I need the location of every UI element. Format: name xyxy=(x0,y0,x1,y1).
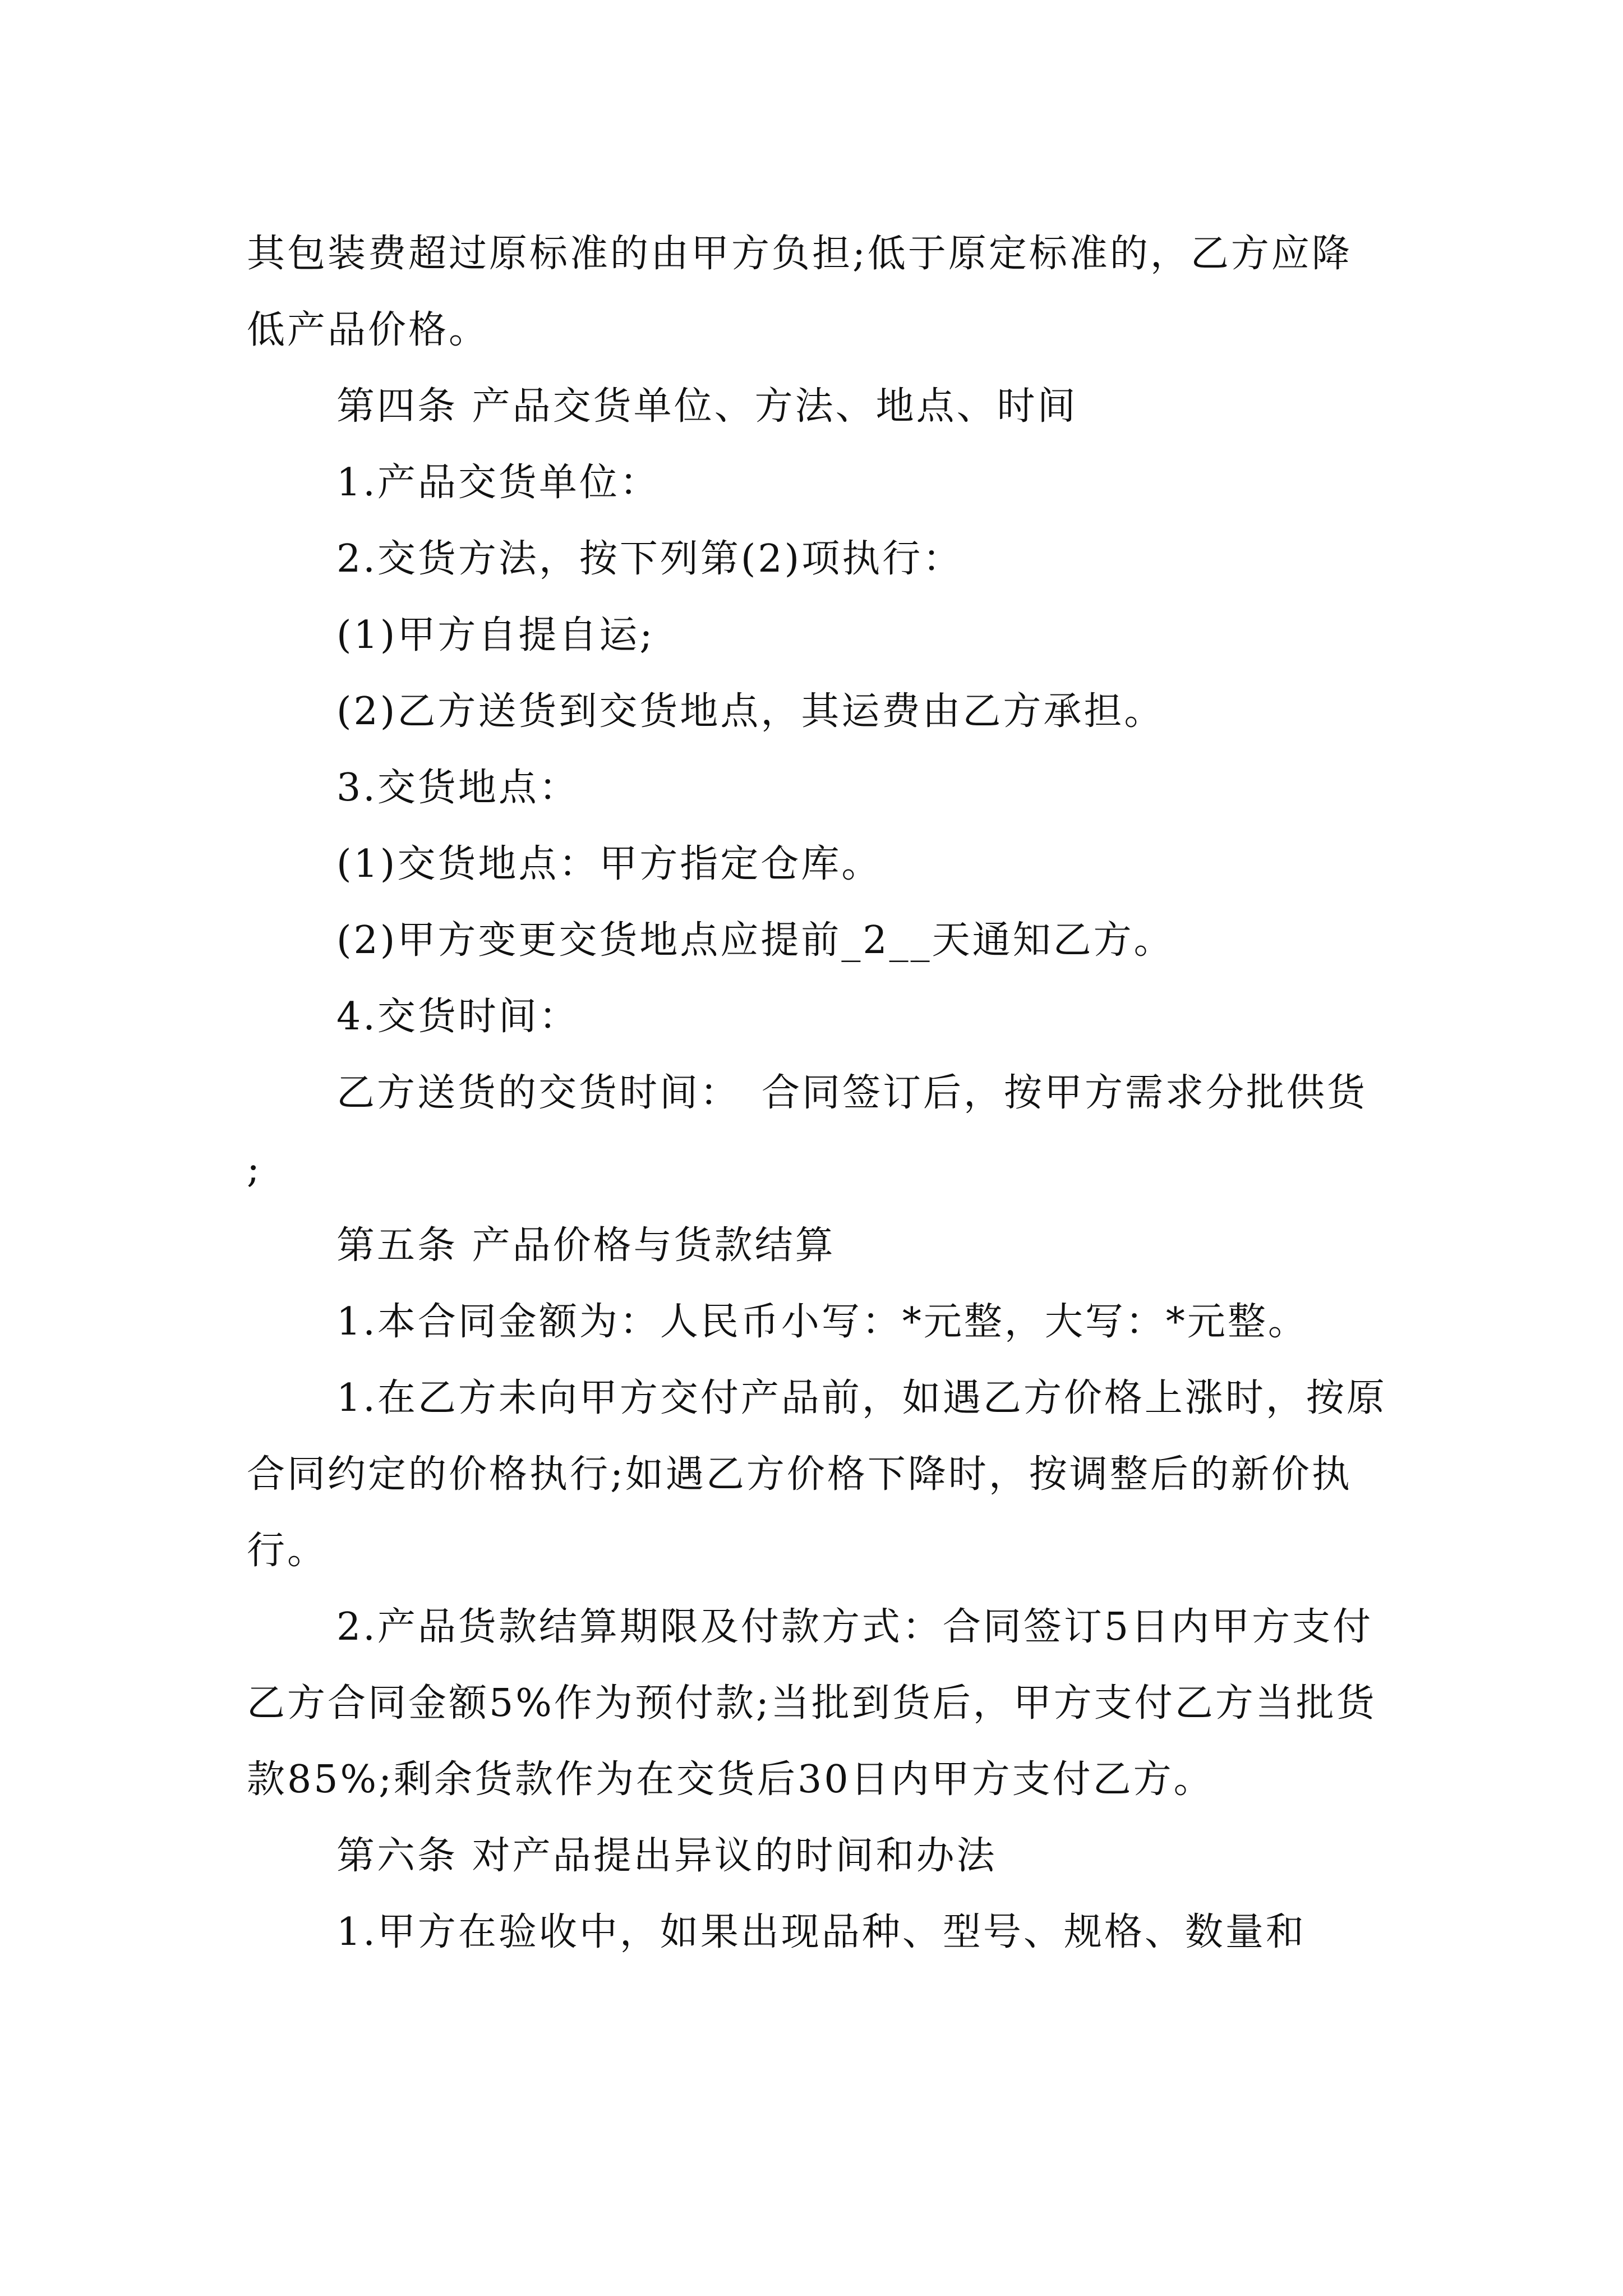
paragraph-self-pickup: (1)甲方自提自运; xyxy=(336,613,655,657)
heading-article-6: 第六条 对产品提出异议的时间和办法 xyxy=(336,1834,997,1878)
document-body xyxy=(247,216,1391,1971)
paragraph-delivery-time: 4.交货时间： xyxy=(336,995,579,1039)
paragraph-delivery-unit: 1.产品交货单位： xyxy=(336,461,660,505)
paragraph-price-adjustment: 1.在乙方未向甲方交付产品前，如遇乙方价格上涨时，按原合同约定的价格执行;如遇乙方价格下降时，按调整后的新价执行。 xyxy=(247,1376,1387,1573)
paragraph-delivery-method: 2.交货方法，按下列第(2)项执行： xyxy=(336,537,963,581)
paragraph-payment-terms: 2.产品货款结算期限及付款方式：合同签订5日内甲方支付乙方合同金额5%作为预付款;当批到货后，甲方支付乙方当批货款85%;剩余货款作为在交货后30日内甲方支付乙方。 xyxy=(247,1605,1377,1802)
heading-article-4: 第四条 产品交货单位、方法、地点、时间 xyxy=(336,384,1078,429)
paragraph-designated-warehouse: (1)交货地点：甲方指定仓库。 xyxy=(336,842,882,886)
paragraph-supplier-delivery: (2)乙方送货到交货地点，其运费由乙方承担。 xyxy=(336,689,1165,734)
paragraph-location-change-notice: (2)甲方变更交货地点应提前_2__天通知乙方。 xyxy=(336,918,1174,963)
paragraph-packaging-cost: 其包装费超过原标准的由甲方负担;低于原定标准的，乙方应降低产品价格。 xyxy=(247,232,1352,352)
heading-article-5: 第五条 产品价格与货款结算 xyxy=(336,1223,836,1268)
paragraph-inspection: 1.甲方在验收中，如果出现品种、型号、规格、数量和 xyxy=(336,1910,1306,1954)
paragraph-contract-amount: 1.本合同金额为：人民币小写：*元整，大写：*元整。 xyxy=(336,1300,1308,1344)
paragraph-delivery-time-detail: 乙方送货的交货时间： 合同签订后，按甲方需求分批供货 ; xyxy=(247,1071,1368,1191)
paragraph-delivery-location: 3.交货地点： xyxy=(336,766,579,810)
